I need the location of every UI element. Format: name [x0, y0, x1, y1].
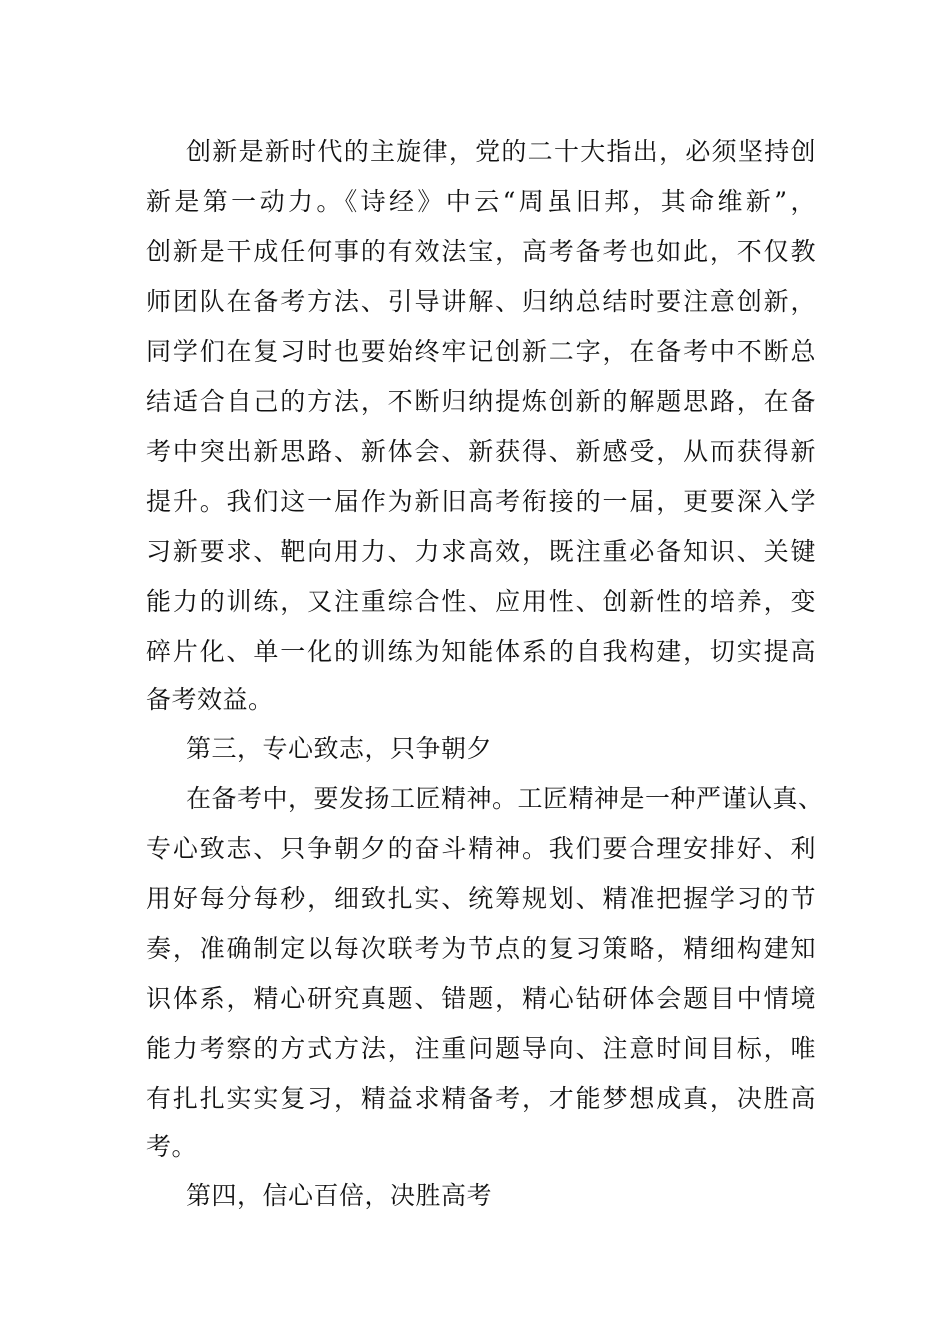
paragraph-2-line-4: 奏，准确制定以每次联考为节点的复习策略，精细构建知 [146, 934, 816, 963]
paragraph-2-line-8: 考。 [146, 1132, 198, 1161]
paragraph-2-line-7: 有扎扎实实复习，精益求精备考，才能梦想成真，决胜高 [146, 1084, 816, 1113]
paragraph-1-line-5: 同学们在复习时也要始终牢记创新二字，在备考中不断总 [146, 337, 816, 366]
section-heading-3: 第三，专心致志，只争朝夕 [186, 734, 493, 763]
paragraph-2-line-1: 在备考中，要发扬工匠精神。工匠精神是一种严谨认真、 [186, 784, 824, 813]
paragraph-1-line-9: 习新要求、靶向用力、力求高效，既注重必备知识、关键 [146, 537, 816, 566]
paragraph-1-line-3: 创新是干成任何事的有效法宝，高考备考也如此，不仅教 [146, 237, 816, 266]
paragraph-1-line-7: 考中突出新思路、新体会、新获得、新感受，从而获得新 [146, 437, 816, 466]
paragraph-1-line-12: 备考效益。 [146, 685, 274, 714]
paragraph-2-line-2: 专心致志、只争朝夕的奋斗精神。我们要合理安排好、利 [146, 834, 816, 863]
paragraph-2-line-6: 能力考察的方式方法，注重问题导向、注意时间目标，唯 [146, 1034, 816, 1063]
paragraph-2-line-3: 用好每分每秒，细致扎实、统筹规划、精准把握学习的节 [146, 884, 816, 913]
paragraph-1-line-11: 碎片化、单一化的训练为知能体系的自我构建，切实提高 [146, 637, 816, 666]
paragraph-1-line-8: 提升。我们这一届作为新旧高考衔接的一届，更要深入学 [146, 487, 816, 516]
paragraph-1-line-6: 结适合自己的方法，不断归纳提炼创新的解题思路，在备 [146, 387, 816, 416]
paragraph-1-line-1: 创新是新时代的主旋律，党的二十大指出，必须坚持创 [186, 137, 816, 166]
paragraph-1-line-10: 能力的训练，又注重综合性、应用性、创新性的培养，变 [146, 587, 816, 616]
section-heading-4: 第四，信心百倍，决胜高考 [186, 1181, 493, 1210]
paragraph-1-line-4: 师团队在备考方法、引导讲解、归纳总结时要注意创新， [146, 287, 816, 316]
paragraph-1-line-2: 新是第一动力。《诗经》中云“周虽旧邦，其命维新”， [146, 187, 816, 216]
paragraph-2-line-5: 识体系，精心研究真题、错题，精心钻研体会题目中情境 [146, 984, 816, 1013]
